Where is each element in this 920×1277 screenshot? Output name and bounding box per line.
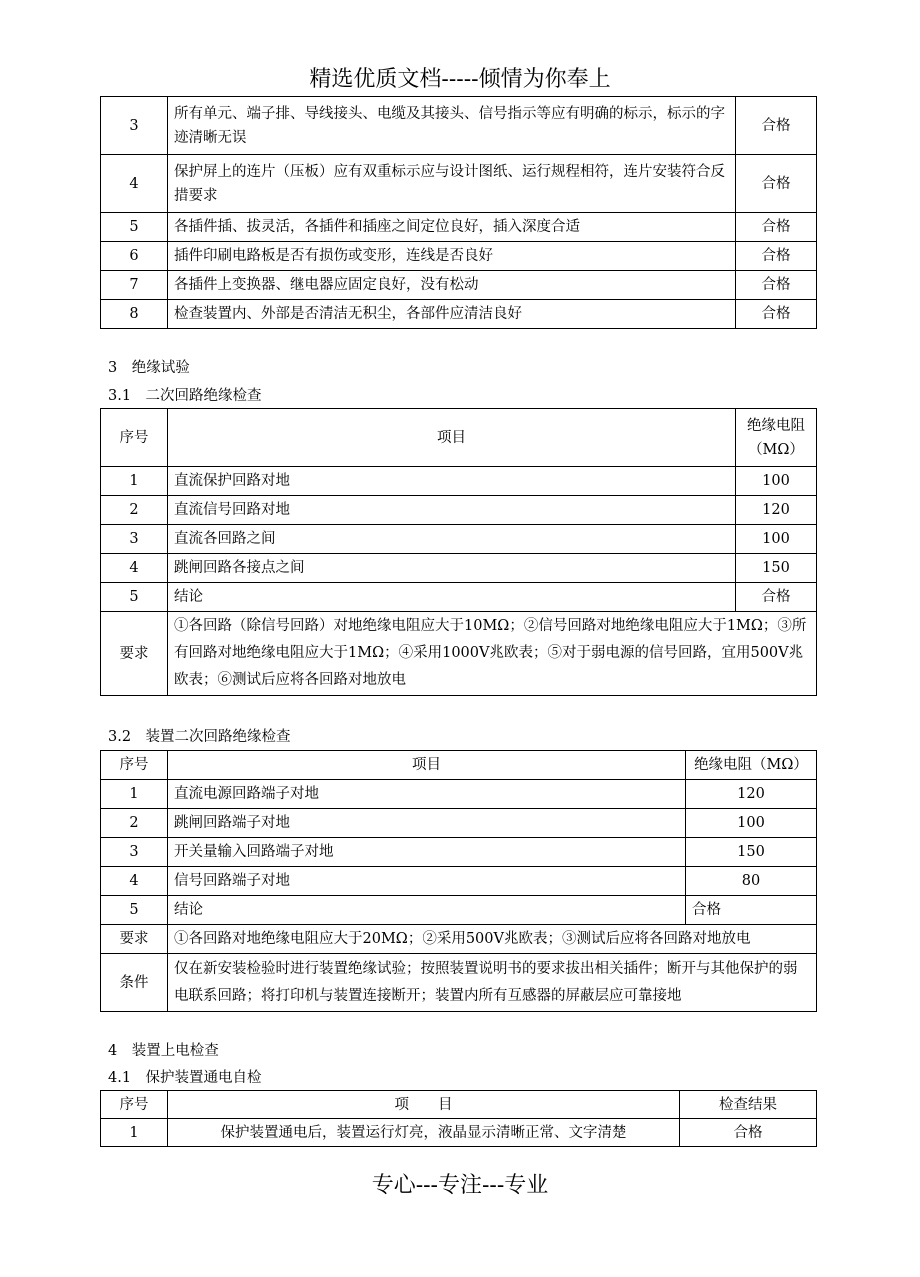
row-item: 直流电源回路端子对地 xyxy=(168,780,686,809)
row-value: 100 xyxy=(736,467,817,496)
section-heading: 4 装置上电检查 xyxy=(108,1043,219,1059)
row-number: 4 xyxy=(101,155,168,213)
row-number: 1 xyxy=(101,1119,168,1147)
row-item: 保护屏上的连片（压板）应有双重标示应与设计图纸、运行规程相符，连片安装符合反措要求 xyxy=(168,155,736,213)
condition-label: 条件 xyxy=(101,954,168,1012)
table-row xyxy=(101,97,817,155)
subsection-heading: 3.1 二次回路绝缘检查 xyxy=(108,388,262,404)
row-result: 合格 xyxy=(736,97,817,155)
column-header: 序号 xyxy=(101,409,168,467)
row-item: 各插件插、拔灵活，各插件和插座之间定位良好，插入深度合适 xyxy=(168,213,736,242)
subsection-heading: 3.2 装置二次回路绝缘检查 xyxy=(108,729,291,745)
row-number: 6 xyxy=(101,242,168,271)
table-row xyxy=(101,867,817,896)
table-row xyxy=(101,242,817,271)
row-value: 150 xyxy=(736,554,817,583)
row-result: 合格 xyxy=(736,271,817,300)
row-number: 5 xyxy=(101,583,168,612)
table-header-row xyxy=(101,1091,817,1119)
row-number: 5 xyxy=(101,213,168,242)
column-header: 序号 xyxy=(101,751,168,780)
requirement-label: 要求 xyxy=(101,612,168,696)
row-item: 开关量输入回路端子对地 xyxy=(168,838,686,867)
row-item: 插件印刷电路板是否有损伤或变形，连线是否良好 xyxy=(168,242,736,271)
requirement-text: ①各回路对地绝缘电阻应大于20MΩ；②采用500V兆欧表；③测试后应将各回路对地放电 xyxy=(168,925,817,954)
power-on-table xyxy=(100,1090,817,1147)
row-result: 合格 xyxy=(736,213,817,242)
page-footer: 专心---专注---专业 xyxy=(371,1173,549,1198)
row-result: 合格 xyxy=(736,242,817,271)
row-item: 跳闸回路各接点之间 xyxy=(168,554,736,583)
row-item: 直流各回路之间 xyxy=(168,525,736,554)
row-result: 合格 xyxy=(680,1119,817,1147)
table-header-row xyxy=(101,751,817,780)
row-number: 2 xyxy=(101,496,168,525)
row-number: 8 xyxy=(101,300,168,329)
table-row xyxy=(101,838,817,867)
column-header: 序号 xyxy=(101,1091,168,1119)
row-number: 4 xyxy=(101,867,168,896)
table-row xyxy=(101,809,817,838)
table-row xyxy=(101,1119,817,1147)
column-header: 项 目 xyxy=(168,1091,680,1119)
row-number: 4 xyxy=(101,554,168,583)
row-value: 150 xyxy=(686,838,817,867)
table-row xyxy=(101,554,817,583)
insulation-table xyxy=(100,408,817,696)
table-header-row xyxy=(101,409,817,467)
row-number: 3 xyxy=(101,525,168,554)
row-result: 合格 xyxy=(736,155,817,213)
row-item: 结论 xyxy=(168,583,736,612)
table-row xyxy=(101,583,817,612)
row-value: 100 xyxy=(686,809,817,838)
row-item: 直流信号回路对地 xyxy=(168,496,736,525)
row-value: 合格 xyxy=(686,896,817,925)
table-row xyxy=(101,271,817,300)
subsection-heading: 4.1 保护装置通电自检 xyxy=(108,1070,262,1086)
row-item: 保护装置通电后，装置运行灯亮，液晶显示清晰正常、文字清楚 xyxy=(168,1119,680,1147)
table-row xyxy=(101,896,817,925)
row-result: 合格 xyxy=(736,300,817,329)
row-item: 检查装置内、外部是否清洁无积尘，各部件应清洁良好 xyxy=(168,300,736,329)
row-number: 1 xyxy=(101,780,168,809)
condition-text: 仅在新安装检验时进行装置绝缘试验；按照装置说明书的要求拔出相关插件；断开与其他保护的弱电联系回路；将打印机与装置连接断开；装置内所有互感器的屏蔽层应可靠接地 xyxy=(168,954,817,1012)
row-number: 1 xyxy=(101,467,168,496)
row-item: 各插件上变换器、继电器应固定良好，没有松动 xyxy=(168,271,736,300)
row-number: 3 xyxy=(101,838,168,867)
section-heading: 3 绝缘试验 xyxy=(108,360,190,376)
column-header: 绝缘电阻（MΩ） xyxy=(686,751,817,780)
requirement-label: 要求 xyxy=(101,925,168,954)
row-number: 5 xyxy=(101,896,168,925)
row-item: 所有单元、端子排、导线接头、电缆及其接头、信号指示等应有明确的标示，标示的字迹清晰无误 xyxy=(168,97,736,155)
row-item: 结论 xyxy=(168,896,686,925)
column-header: 绝缘电阻（MΩ） xyxy=(736,409,817,467)
row-number: 7 xyxy=(101,271,168,300)
column-header: 检查结果 xyxy=(680,1091,817,1119)
row-number: 3 xyxy=(101,97,168,155)
row-value: 合格 xyxy=(736,583,817,612)
column-header: 项目 xyxy=(168,751,686,780)
row-value: 100 xyxy=(736,525,817,554)
row-number: 2 xyxy=(101,809,168,838)
row-value: 120 xyxy=(736,496,817,525)
table-row xyxy=(101,300,817,329)
table-row xyxy=(101,496,817,525)
table-row xyxy=(101,213,817,242)
row-value: 80 xyxy=(686,867,817,896)
row-item: 跳闸回路端子对地 xyxy=(168,809,686,838)
requirement-text: ①各回路（除信号回路）对地绝缘电阻应大于10MΩ；②信号回路对地绝缘电阻应大于1MΩ；③所有回路对地绝缘电阻应大于1MΩ；④采用1000V兆欧表；⑤对于弱电源的信号回路，宜用500V兆欧表；⑥测试后应将各回路对地放电 xyxy=(168,612,817,696)
device-insulation-table xyxy=(100,750,817,1012)
table-row xyxy=(101,525,817,554)
row-item: 直流保护回路对地 xyxy=(168,467,736,496)
table-row xyxy=(101,155,817,213)
inspection-table xyxy=(100,96,817,329)
requirement-row xyxy=(101,612,817,696)
requirement-row xyxy=(101,925,817,954)
row-value: 120 xyxy=(686,780,817,809)
condition-row xyxy=(101,954,817,1012)
table-row xyxy=(101,780,817,809)
table-row xyxy=(101,467,817,496)
page-header: 精选优质文档-----倾情为你奉上 xyxy=(309,67,611,92)
column-header: 项目 xyxy=(168,409,736,467)
row-item: 信号回路端子对地 xyxy=(168,867,686,896)
